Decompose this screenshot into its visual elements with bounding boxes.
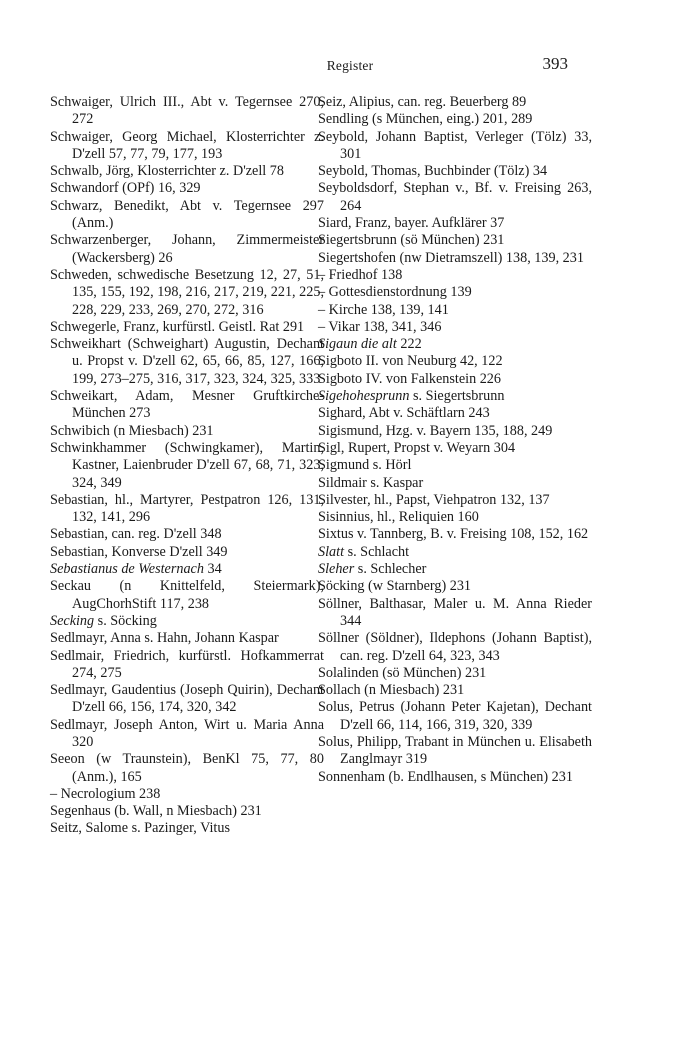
index-entry xyxy=(318,388,592,405)
index-entry: Sebastian, hl., Martyrer, Pestpatron 126, 131, 132, 141, 296 xyxy=(50,491,324,526)
index-entry-italic-term: Secking xyxy=(50,612,95,629)
index-entry: Sigboto IV. von Falkenstein 226 xyxy=(318,370,501,387)
index-entry: Schwaiger, Ulrich III., Abt v. Tegernsee 270, 272 xyxy=(50,94,324,128)
index-column-right xyxy=(318,94,592,786)
page-number: 393 xyxy=(542,54,568,73)
index-entry-italic-term: Sleher xyxy=(318,561,355,578)
index-entry-italic-term: Sigaun die alt xyxy=(318,336,397,353)
index-entry: – Vikar 138, 341, 346 xyxy=(318,318,442,335)
index-entry: – Gottesdienstordnung 139 xyxy=(318,284,472,301)
index-entry: Schwegerle, Franz, kurfürstl. Geistl. Rat 291 xyxy=(50,318,305,335)
index-entry: Schweden, schwedische Besetzung 12, 27, 51, 135, 155, 192, 198, 216, 217, 219, 221, 225, 228, 229, 233, 269, 270, 272, 316 xyxy=(50,266,324,318)
index-entry: Sedlmayr, Anna s. Hahn, Johann Kaspar xyxy=(50,630,279,647)
index-entry xyxy=(318,544,592,561)
index-entry: – Necrologium 238 xyxy=(50,785,161,802)
index-entry: Sedlmayr, Gaudentius (Joseph Quirin), Dechant D'zell 66, 156, 174, 320, 342 xyxy=(50,682,324,716)
index-entry: Sonnenham (b. Endlhausen, s München) 231 xyxy=(318,768,573,785)
index-entry: Sigmund s. Hörl xyxy=(318,457,412,474)
index-entry-reference: s. Schlacht xyxy=(344,543,410,560)
index-entry xyxy=(50,561,324,578)
index-entry-italic-term: Sebastianus de Westernach xyxy=(50,561,204,578)
index-entry-reference: s. Söcking xyxy=(94,612,157,629)
index-entry: Sigismund, Hzg. v. Bayern 135, 188, 249 xyxy=(318,422,553,439)
index-entry: – Friedhof 138 xyxy=(318,266,403,283)
index-entry: Schweikhart (Schweighart) Augustin, Dechant u. Propst v. D'zell 62, 65, 66, 85, 127, 166, 199, 273–275, 316, 317, 323, 324, 325, 333 xyxy=(50,336,324,387)
index-entry: Schwinkhammer (Schwingkamer), Martin, Kastner, Laienbruder D'zell 67, 68, 71, 323, 324, 349 xyxy=(50,439,324,491)
index-entry: Seckau (n Knittelfeld, Steiermark), AugChorhStift 117, 238 xyxy=(50,578,324,612)
index-entry: Schwandorf (OPf) 16, 329 xyxy=(50,180,201,197)
index-entry: Sixtus v. Tannberg, B. v. Freising 108, 152, 162 xyxy=(318,526,589,543)
index-entry xyxy=(50,613,324,630)
index-entry: Sigboto II. von Neuburg 42, 122 xyxy=(318,353,503,370)
index-entry: Schwarzenberger, Johann, Zimmermeister (Wackersberg) 26 xyxy=(50,232,324,266)
index-entry: Seyboldsdorf, Stephan v., Bf. v. Freising 263, 264 xyxy=(318,180,592,214)
index-entry: Silvester, hl., Papst, Viehpatron 132, 137 xyxy=(318,491,550,508)
index-entry: Sollach (n Miesbach) 231 xyxy=(318,682,465,699)
index-entry-reference: s. Schlecher xyxy=(354,561,427,578)
index-entry: Siard, Franz, bayer. Aufklärer 37 xyxy=(318,215,505,232)
index-entry: Sildmair s. Kaspar xyxy=(318,474,424,491)
index-entry: – Kirche 138, 139, 141 xyxy=(318,301,449,318)
index-entry: Seybold, Thomas, Buchbinder (Tölz) 34 xyxy=(318,163,548,180)
index-entry: Schwibich (n Miesbach) 231 xyxy=(50,422,214,439)
index-entry-reference: 222 xyxy=(396,336,422,353)
index-entry: Solus, Petrus (Johann Peter Kajetan), Dechant D'zell 66, 114, 166, 319, 320, 339 xyxy=(318,699,592,733)
index-entry: Sedlmair, Friedrich, kurfürstl. Hofkammerrat 274, 275 xyxy=(50,647,324,681)
index-entry: Sighard, Abt v. Schäftlarn 243 xyxy=(318,405,490,422)
index-entry-italic-term: Slatt xyxy=(318,543,345,560)
index-entry: Schwaiger, Georg Michael, Klosterrichter z. D'zell 57, 77, 79, 177, 193 xyxy=(50,128,324,162)
index-entry xyxy=(318,336,592,353)
index-entry: Seeon (w Traunstein), BenKl 75, 77, 80 (Anm.), 165 xyxy=(50,751,324,785)
index-entry: Sisinnius, hl., Reliquien 160 xyxy=(318,509,479,526)
index-entry: Solalinden (sö München) 231 xyxy=(318,664,487,681)
index-entry: Siegertshofen (nw Dietramszell) 138, 139, 231 xyxy=(318,249,584,266)
index-entry: Solus, Philipp, Trabant in München u. Elisabeth Zanglmayr 319 xyxy=(318,733,592,768)
index-entry: Seitz, Salome s. Pazinger, Vitus xyxy=(50,820,230,837)
running-head: Register xyxy=(326,58,374,73)
index-entry-reference: 34 xyxy=(203,561,222,578)
index-entry: Seiz, Alipius, can. reg. Beuerberg 89 xyxy=(318,94,527,110)
index-entry: Sebastian, Konverse D'zell 349 xyxy=(50,543,228,560)
index-entry-italic-term: Sigehohesprunn xyxy=(318,388,410,405)
index-entry: Söllner (Söldner), Ildephons (Johann Baptist), can. reg. D'zell 64, 323, 343 xyxy=(318,630,592,664)
index-column-left xyxy=(50,94,324,838)
index-entry: Sendling (s München, eing.) 201, 289 xyxy=(318,111,533,128)
index-entry: Sedlmayr, Joseph Anton, Wirt u. Maria Anna 320 xyxy=(50,716,324,750)
index-entry: Segenhaus (b. Wall, n Miesbach) 231 xyxy=(50,803,262,820)
index-entry: Siegertsbrunn (sö München) 231 xyxy=(318,232,505,249)
index-entry: Söllner, Balthasar, Maler u. M. Anna Rieder 344 xyxy=(318,595,592,629)
index-entry: Schwalb, Jörg, Klosterrichter z. D'zell 78 xyxy=(50,163,284,180)
index-entry-reference: s. Siegertsbrunn xyxy=(409,388,505,405)
index-entry: Sigl, Rupert, Propst v. Weyarn 304 xyxy=(318,439,516,456)
index-entry: Schwarz, Benedikt, Abt v. Tegernsee 297 (Anm.) xyxy=(50,197,324,232)
index-entry: Schweikart, Adam, Mesner Gruftkirche-München 273 xyxy=(50,388,324,422)
index-entry: Söcking (w Starnberg) 231 xyxy=(318,578,472,595)
index-entry: Seybold, Johann Baptist, Verleger (Tölz) 33, 301 xyxy=(318,128,592,162)
index-entry xyxy=(318,561,592,578)
index-entry: Sebastian, can. reg. D'zell 348 xyxy=(50,526,222,543)
